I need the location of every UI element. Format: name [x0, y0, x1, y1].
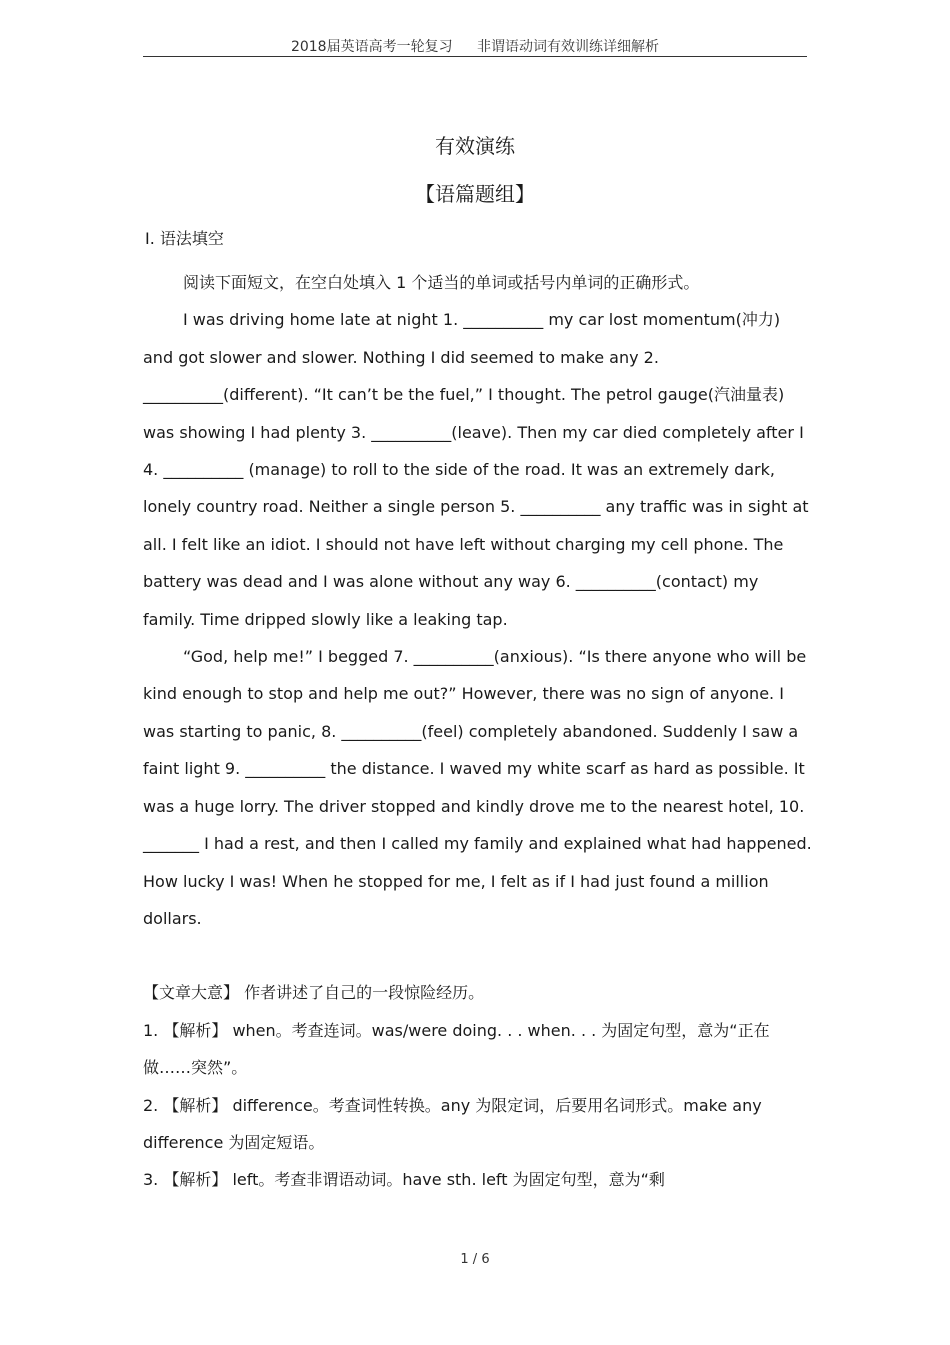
- passage-paragraph: I was driving home late at night 1. __________ my car lost momentum(冲力) and got slower and slower. Nothing I did seemed to make any 2. __________(different). “It can’t be the fuel,” I thought. The petrol gauge(汽油量表) was showing I had plenty 3. __________(leave). Then my car died completely after I 4. __________ (manage) to roll to the side of the road. It was an extremely dark, lonely country road. Neither a single person 5. __________ any traffic was in sight at all. I felt like an idiot. I should not have left without charging my cell phone. The battery was dead and I was alone without any way 6. __________(contact) my family. Time dripped slowly like a leaking tap.: [143, 310, 809, 629]
- page-header: [143, 36, 807, 57]
- header-course: 2018届英语高考一轮复习: [290, 39, 453, 55]
- page-number: 1 / 6: [460, 1252, 490, 1267]
- page-subtitle: 【语篇题组】: [415, 182, 535, 206]
- section-heading: Ⅰ. 语法填空: [145, 229, 224, 248]
- spacer: [143, 937, 815, 974]
- analysis-item: 1. 【解析】 when。考查连词。was/were doing. . . when. . . 为固定句型，意为“正在做……突然”。: [143, 1020, 770, 1078]
- analysis-item: 2. 【解析】 difference。考查词性转换。any 为限定词，后要用名词形式。make any difference 为固定短语。: [143, 1095, 762, 1152]
- instruction: 阅读下面短文，在空白处填入 1 个适当的单词或括号内单词的正确形式。: [183, 273, 700, 292]
- page-title: 有效演练: [435, 134, 515, 158]
- header-topic: 非谓语动词有效训练详细解析: [477, 39, 660, 55]
- analysis-item: 3. 【解析】 left。考查非谓语动词。have sth. left 为固定句型，意为“剩: [143, 1170, 665, 1190]
- analysis-summary: 【文章大意】 作者讲述了自己的一段惊险经历。: [143, 983, 485, 1003]
- passage-paragraph: “God, help me!” I begged 7. __________(anxious). “Is there anyone who will be kind enough to stop and help me out?” However, there was no sign of anyone. I was starting to panic, 8. __________(feel) completely abandoned. Suddenly I saw a faint light 9. __________ the distance. I waved my white scarf as hard as possible. It was a huge lorry. The driver stopped and kindly drove me to the nearest hotel, 10. _______ I had a rest, and then I called my family and explained what had happened. How lucky I was! When he stopped for me, I felt as if I had just found a million dollars.: [143, 647, 812, 928]
- document-body: [143, 264, 815, 1199]
